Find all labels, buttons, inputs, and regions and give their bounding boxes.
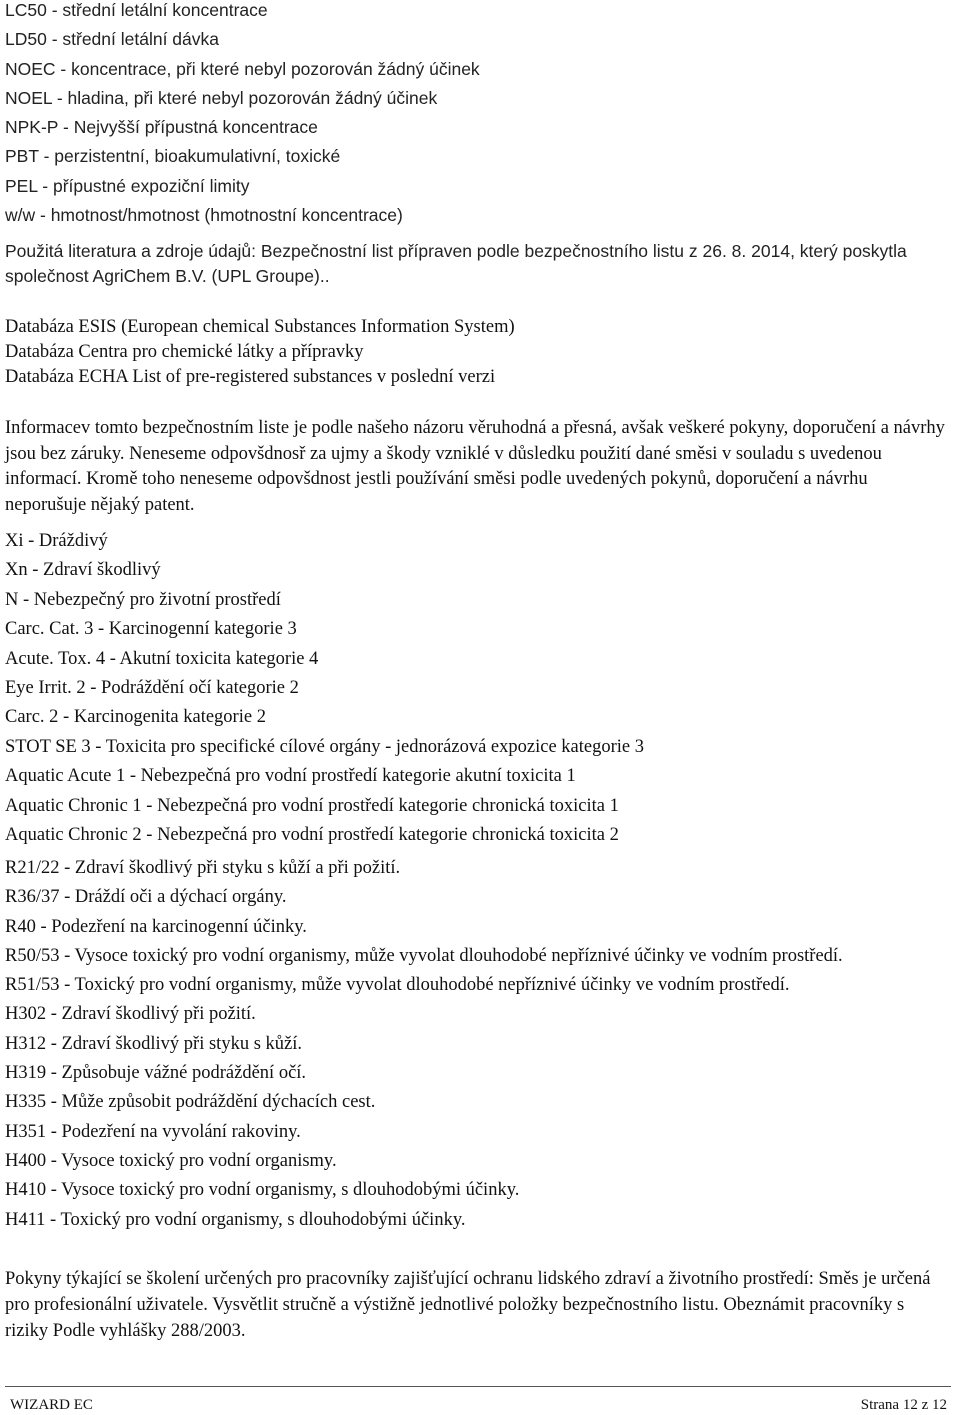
database-item: Databáza Centra pro chemické látky a přípravky <box>5 342 364 362</box>
phrase-item: R40 - Podezření na karcinogenní účinky. <box>5 916 307 937</box>
training-paragraph: Pokyny týkající se školení určených pro pracovníky zajišťující ochranu lidského zdraví a životního prostředí: Směs je určená pro profesionální uživatele. Vysvětlit stručně a výstižně jednotlivé položky bezpečnostního listu. Obeznámit pracovníky s riziky Podle vyhlášky 288/2003. <box>5 1269 931 1341</box>
hazard-class-item: Carc. 2 - Karcinogenita kategorie 2 <box>5 707 266 728</box>
footer-page-number: Strana 12 z 12 <box>860 1397 947 1413</box>
risk-hazard-phrase-list <box>5 856 935 1237</box>
abbreviation-item: LC50 - střední letální koncentrace <box>5 0 268 20</box>
database-item: Databáza ESIS (European chemical Substances Information System) <box>5 317 515 337</box>
hazard-class-item: Aquatic Chronic 2 - Nebezpečná pro vodní prostředí kategorie chronická toxicita 2 <box>5 824 619 845</box>
phrase-item: H319 - Způsobuje vážné podráždění očí. <box>5 1063 307 1084</box>
abbreviation-item: PBT - perzistentní, bioakumulativní, toxické <box>5 146 341 167</box>
phrase-item: H411 - Toxický pro vodní organismy, s dlouhodobými účinky. <box>5 1209 466 1230</box>
hazard-class-item: Acute. Tox. 4 - Akutní toxicita kategorie 4 <box>5 648 319 669</box>
phrase-item: R50/53 - Vysoce toxický pro vodní organismy, může vyvolat dlouhodobé nepříznivé účinky ve vodním prostředí. <box>5 945 843 966</box>
phrase-item: R51/53 - Toxický pro vodní organismy, může vyvolat dlouhodobé nepříznivé účinky ve vodním prostředí. <box>5 975 790 996</box>
hazard-class-item: Xn - Zdraví škodlivý <box>5 560 161 581</box>
phrase-item: H335 - Může způsobit podráždění dýchacích cest. <box>5 1092 376 1113</box>
phrase-item: H302 - Zdraví škodlivý při požití. <box>5 1004 256 1025</box>
hazard-class-item: Carc. Cat. 3 - Karcinogenní kategorie 3 <box>5 619 297 640</box>
abbreviation-item: NPK-P - Nejvyšší přípustná koncentrace <box>5 117 318 138</box>
hazard-class-item: STOT SE 3 - Toxicita pro specifické cílové orgány - jednorázová expozice kategorie 3 <box>5 736 644 757</box>
phrase-item: H410 - Vysoce toxický pro vodní organismy, s dlouhodobými účinky. <box>5 1180 520 1201</box>
hazard-class-item: Xi - Dráždivý <box>5 531 108 551</box>
phrase-item: R21/22 - Zdraví škodlivý při styku s kůží a při požití. <box>5 858 401 878</box>
phrase-item: H400 - Vysoce toxický pro vodní organismy. <box>5 1150 337 1171</box>
disclaimer-paragraph: Informacev tomto bezpečnostním liste je podle našeho názoru věruhodná a přesná, avšak veškeré pokyny, doporučení a návrhy jsou bez záruky. Neneseme odpovšdnosř za ujmy a škody vzniklé v důsledku použití dané směsi v souladu s uvedenou informací. Kromě toho neneseme odpovšdnost jestli používání směsi podle uvedených pokynů, doporučení a návrhu neporušuje nějaký patent. <box>5 418 945 515</box>
phrase-item: R36/37 - Dráždí oči a dýchací orgány. <box>5 887 287 908</box>
phrase-item: H312 - Zdraví škodlivý při styku s kůží. <box>5 1033 303 1054</box>
abbreviation-item: PEL - přípustné expoziční limity <box>5 175 250 196</box>
phrase-item: H351 - Podezření na vyvolání rakoviny. <box>5 1121 301 1142</box>
hazard-class-list <box>5 528 945 851</box>
abbreviation-list <box>5 0 945 234</box>
hazard-class-item: Aquatic Chronic 1 - Nebezpečná pro vodní prostředí kategorie chronická toxicita 1 <box>5 795 619 816</box>
abbreviation-item: NOEC - koncentrace, při které nebyl pozorován žádný účinek <box>5 58 480 79</box>
database-list <box>5 315 945 390</box>
hazard-class-item: Aquatic Acute 1 - Nebezpečná pro vodní prostředí kategorie akutní toxicita 1 <box>5 766 576 787</box>
hazard-class-item: Eye Irrit. 2 - Podráždění očí kategorie 2 <box>5 677 299 698</box>
abbreviation-item: w/w - hmotnost/hmotnost (hmotnostní koncentrace) <box>5 205 403 226</box>
database-item: Databáza ECHA List of pre-registered substances v poslední verzi <box>5 367 496 387</box>
hazard-class-item: N - Nebezpečný pro životní prostředí <box>5 589 281 610</box>
abbreviation-item: LD50 - střední letální dávka <box>5 29 220 50</box>
footer-product-name: WIZARD EC <box>10 1397 93 1413</box>
page-footer <box>5 1386 951 1412</box>
sources-paragraph: Použitá literatura a zdroje údajů: Bezpečnostní list přípraven podle bezpečnostního listu z 26. 8. 2014, který poskytla společnost AgriChem B.V. (UPL Groupe).. <box>5 241 907 286</box>
abbreviation-item: NOEL - hladina, při které nebyl pozorován žádný účinek <box>5 87 438 108</box>
